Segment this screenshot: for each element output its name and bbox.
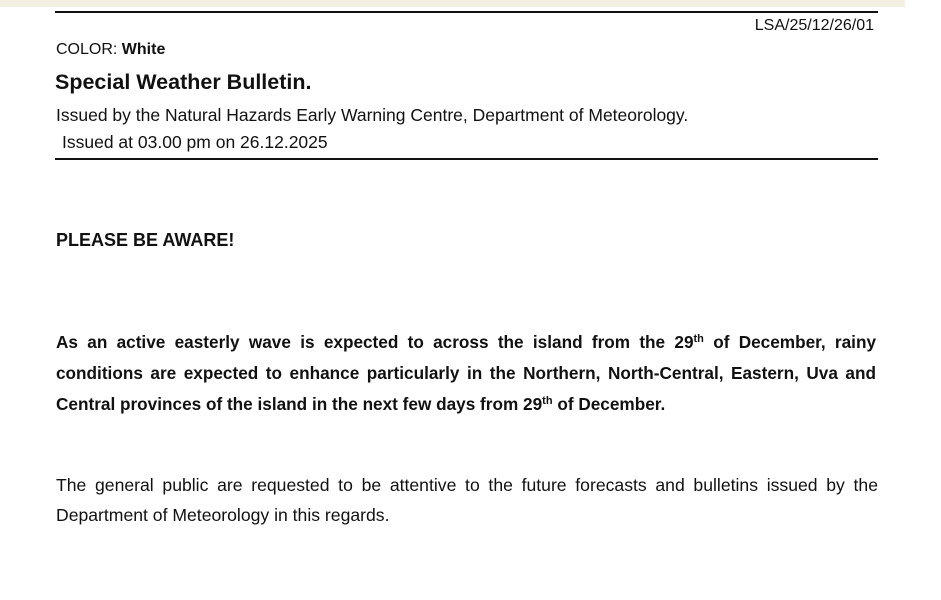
issuer-line: Issued by the Natural Hazards Early Warning Centre, Department of Meteorology.	[56, 105, 689, 125]
warning-text-part-3: of December.	[552, 394, 666, 414]
warning-text-part-2: of December, rainy conditions are expected to enhance particularly in the Northern, North-Central, Eastern, Uva and Central provinces of the island in the next few days from 29	[56, 332, 877, 414]
color-label: COLOR:	[56, 41, 118, 58]
bulletin-title: Special Weather Bulletin.	[55, 70, 312, 94]
warning-ordinal-suffix-2: th	[542, 395, 553, 407]
color-value: White	[121, 41, 166, 58]
reference-number: LSA/25/12/26/01	[754, 17, 874, 34]
warning-text-part-1: As an active easterly wave is expected to across the island from the 29	[56, 332, 694, 352]
issue-time-line: Issued at 03.00 pm on 26.12.2025	[62, 132, 328, 152]
header-top-rule	[55, 11, 878, 13]
header-bottom-rule	[55, 158, 878, 160]
alert-heading: PLEASE BE AWARE!	[56, 230, 235, 250]
warning-paragraph	[56, 327, 876, 420]
color-indicator	[56, 40, 165, 60]
page-top-strip	[0, 0, 905, 7]
public-advice-paragraph: The general public are requested to be attentive to the future forecasts and bulletins issued by the Department of Meteorology in this regards.	[56, 475, 878, 525]
warning-ordinal-suffix-1: th	[693, 333, 704, 345]
